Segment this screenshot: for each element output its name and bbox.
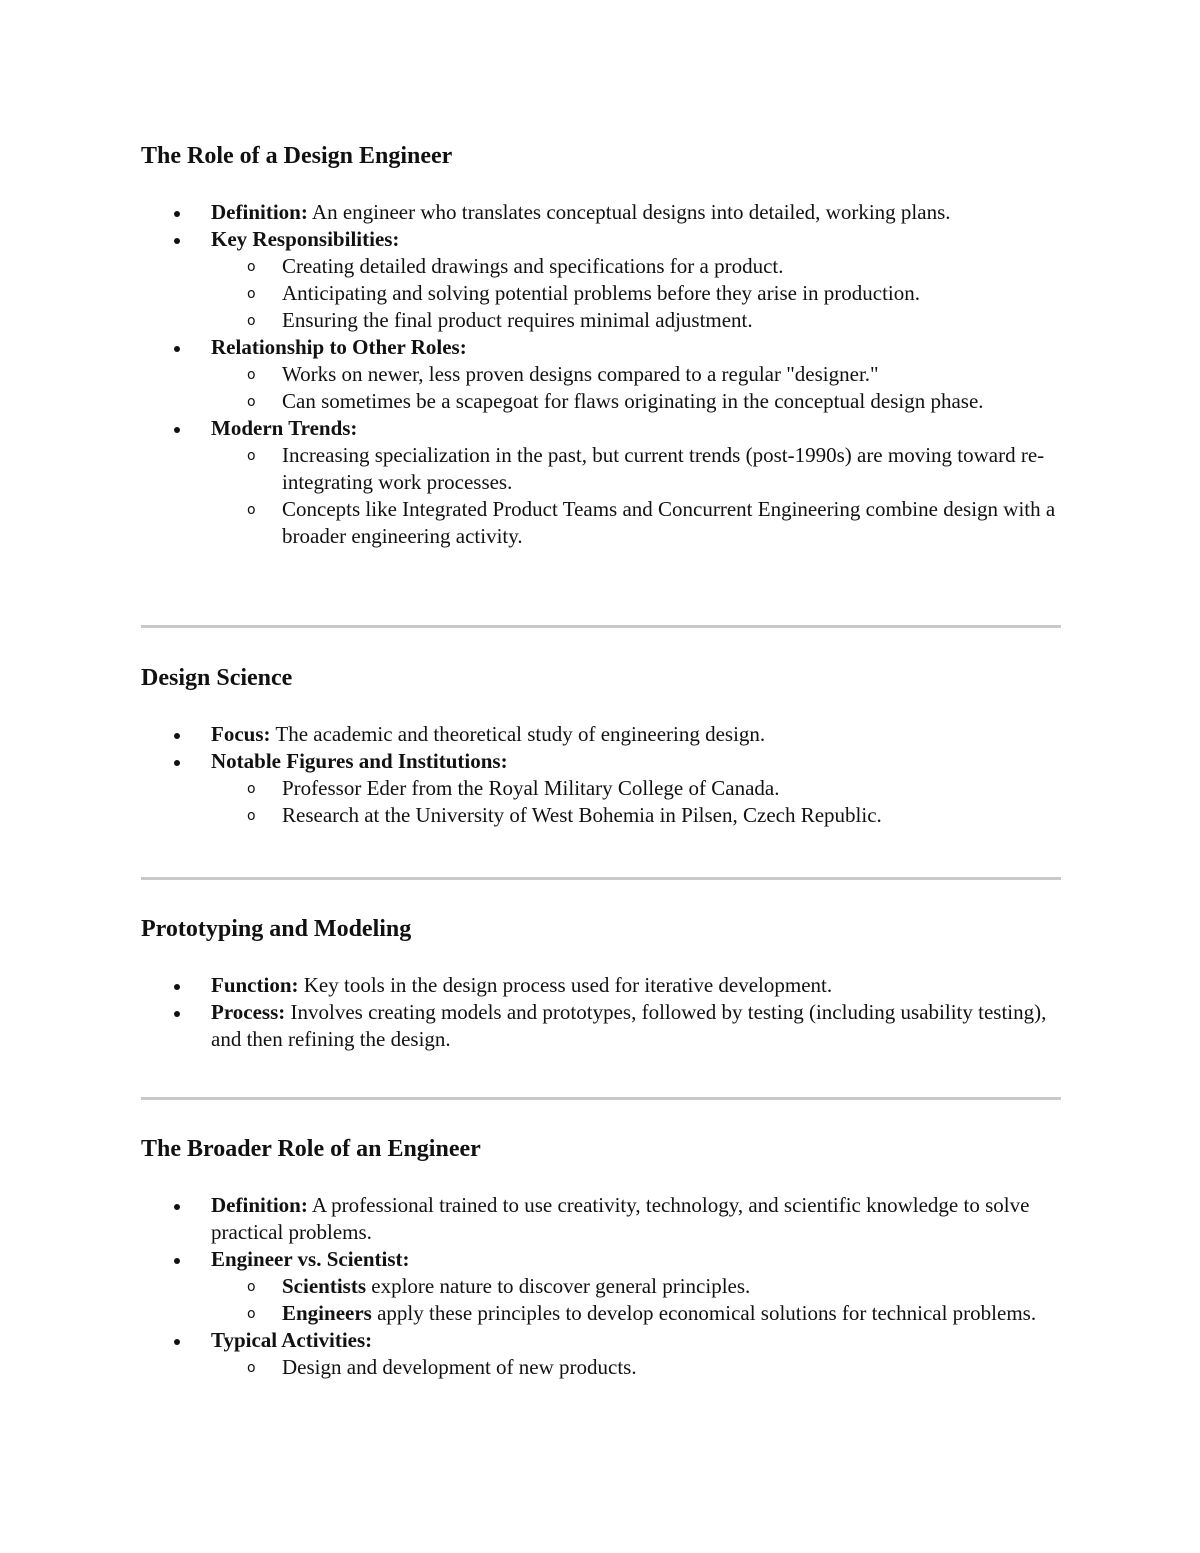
list-item: Engineer vs. Scientist: o Scientists explore nature to discover general principles. o Engineers apply these principles to develop economical solutions for technical problems. bbox=[141, 1246, 1061, 1327]
bullet-list bbox=[141, 1192, 1061, 1381]
circle-bullet-icon: o bbox=[247, 1360, 256, 1376]
circle-bullet-icon: o bbox=[247, 781, 256, 797]
list-item: Notable Figures and Institutions: o Professor Eder from the Royal Military College of Canada. o Research at the University of West Bohemia in Pilsen, Czech Republic. bbox=[141, 748, 1061, 829]
list-item: Focus: The academic and theoretical study of engineering design. bbox=[141, 721, 1061, 748]
circle-bullet-icon: o bbox=[247, 502, 256, 518]
sub-list-item: o Creating detailed drawings and specifications for a product. bbox=[211, 253, 1061, 280]
section-title: The Broader Role of an Engineer bbox=[141, 1136, 481, 1162]
sub-list-item: o Works on newer, less proven designs compared to a regular "designer." bbox=[211, 361, 1061, 388]
circle-bullet-icon: o bbox=[247, 394, 256, 410]
sub-list-item: o Professor Eder from the Royal Military College of Canada. bbox=[211, 775, 1061, 802]
bullet-icon bbox=[174, 238, 180, 244]
sub-list-item: o Engineers apply these principles to develop economical solutions for technical problems. bbox=[211, 1300, 1061, 1327]
document-page bbox=[141, 140, 1061, 1381]
circle-bullet-icon: o bbox=[247, 448, 256, 464]
sub-list bbox=[211, 1354, 1061, 1381]
bullet-icon bbox=[174, 1204, 180, 1210]
circle-bullet-icon: o bbox=[247, 1306, 256, 1322]
sub-list-item: o Research at the University of West Bohemia in Pilsen, Czech Republic. bbox=[211, 802, 1061, 829]
sub-list bbox=[211, 775, 1061, 829]
bullet-list bbox=[141, 199, 1061, 550]
circle-bullet-icon: o bbox=[247, 808, 256, 824]
bullet-icon bbox=[174, 984, 180, 990]
bullet-list bbox=[141, 972, 1061, 1053]
bullet-icon bbox=[174, 211, 180, 217]
list-item: Typical Activities: o Design and development of new products. bbox=[141, 1327, 1061, 1381]
bullet-icon bbox=[174, 427, 180, 433]
list-item: Process: Involves creating models and prototypes, followed by testing (including usability testing), and then refining the design. bbox=[141, 999, 1061, 1053]
section-title: The Role of a Design Engineer bbox=[141, 143, 453, 169]
section-title: Design Science bbox=[141, 665, 293, 691]
sub-list bbox=[211, 442, 1061, 550]
list-item: Relationship to Other Roles: o Works on newer, less proven designs compared to a regular "designer." o Can sometimes be a scapegoat for flaws originating in the conceptual design phase. bbox=[141, 334, 1061, 415]
sub-list bbox=[211, 361, 1061, 415]
section-design-science bbox=[141, 662, 1061, 840]
list-item: Definition: A professional trained to use creativity, technology, and scientific knowledge to solve practical problems. bbox=[141, 1192, 1061, 1246]
list-item: Modern Trends: o Increasing specialization in the past, but current trends (post-1990s) are moving toward re-integrating work processes. o Concepts like Integrated Product Teams and Concurrent Engineering combine design with a broader engineering activity. bbox=[141, 415, 1061, 550]
sub-list-item: o Can sometimes be a scapegoat for flaws originating in the conceptual design phase. bbox=[211, 388, 1061, 415]
bullet-icon bbox=[174, 346, 180, 352]
circle-bullet-icon: o bbox=[247, 259, 256, 275]
section-prototyping bbox=[141, 913, 1061, 1060]
bullet-icon bbox=[174, 733, 180, 739]
section-broader-role bbox=[141, 1133, 1061, 1381]
bullet-icon bbox=[174, 1258, 180, 1264]
circle-bullet-icon: o bbox=[247, 313, 256, 329]
bullet-icon bbox=[174, 1011, 180, 1017]
circle-bullet-icon: o bbox=[247, 367, 256, 383]
sub-list-item: o Anticipating and solving potential problems before they arise in production. bbox=[211, 280, 1061, 307]
circle-bullet-icon: o bbox=[247, 286, 256, 302]
sub-list-item: o Scientists explore nature to discover general principles. bbox=[211, 1273, 1061, 1300]
sub-list-item: o Concepts like Integrated Product Teams and Concurrent Engineering combine design with a broader engineering activity. bbox=[247, 497, 1056, 548]
sub-list-item: o Increasing specialization in the past, but current trends (post-1990s) are moving toward re-integrating work processes. bbox=[247, 443, 1045, 494]
bullet-list bbox=[141, 721, 1061, 829]
section-design-engineer bbox=[141, 140, 1061, 590]
list-item: Key Responsibilities: o Creating detailed drawings and specifications for a product. o Anticipating and solving potential problems before they arise in production. o Ensuring the final product requires minimal adjustment. bbox=[141, 226, 1061, 334]
sub-list-item: o Design and development of new products. bbox=[211, 1354, 1061, 1381]
sub-list-item: o Ensuring the final product requires minimal adjustment. bbox=[211, 307, 1061, 334]
sub-list bbox=[211, 253, 1061, 334]
list-item: Function: Key tools in the design process used for iterative development. bbox=[141, 972, 1061, 999]
bullet-icon bbox=[174, 1339, 180, 1345]
circle-bullet-icon: o bbox=[247, 1279, 256, 1295]
section-title: Prototyping and Modeling bbox=[141, 916, 412, 942]
sub-list bbox=[211, 1273, 1061, 1327]
list-item: Definition: An engineer who translates conceptual designs into detailed, working plans. bbox=[141, 199, 1061, 226]
bullet-icon bbox=[174, 760, 180, 766]
